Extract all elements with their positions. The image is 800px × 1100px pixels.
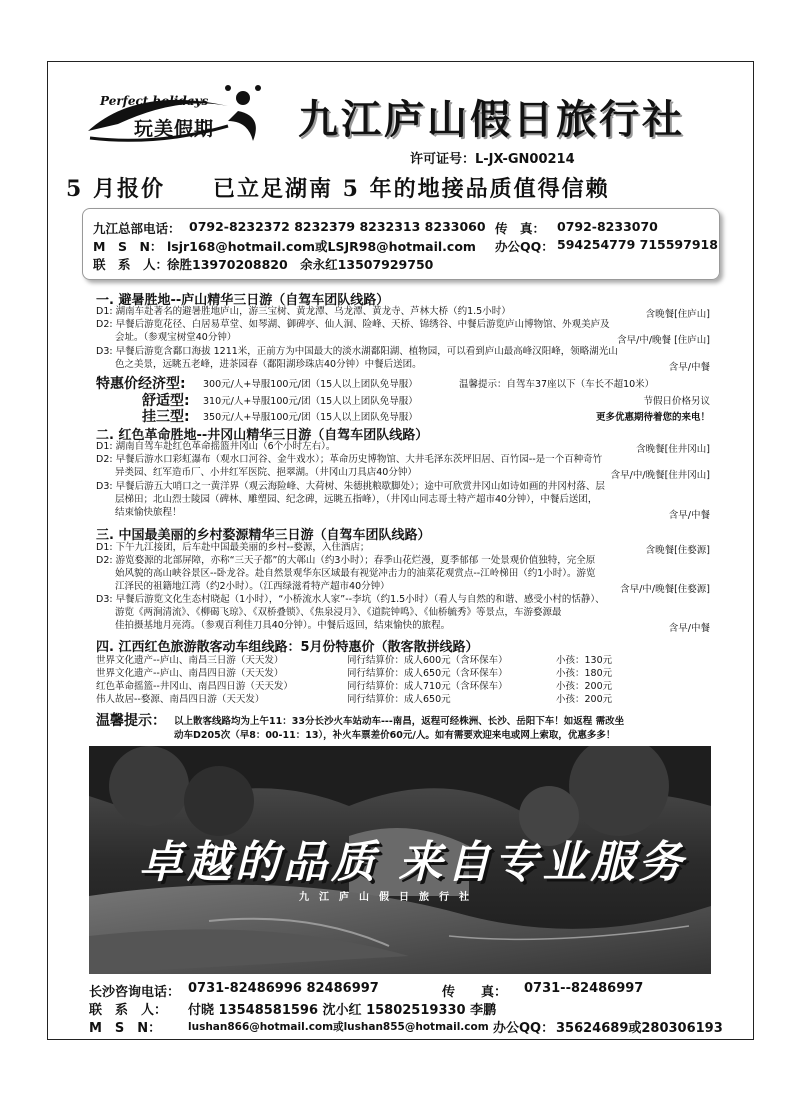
route-price: 同行结算价：成人710元（含环保车） — [347, 681, 508, 692]
cs-phone-label: 长沙咨询电话： — [89, 985, 181, 1000]
price-comfort: 310元/人+导服100元/团（15人以上团队免导服） — [203, 396, 418, 407]
route-child-price: 小孩：200元 — [556, 681, 613, 692]
cs-msn-label: M S N： — [89, 1021, 162, 1036]
cs-fax: 0731--82486997 — [524, 981, 644, 996]
route-name: 伟人故居--婺源、南昌四日游（天天发） — [96, 694, 265, 705]
meal-note: 含早/中/晚餐[住婺源] — [620, 584, 710, 595]
price-label-comfort: 舒适型: — [142, 393, 190, 409]
hq-phone-label: 九江总部电话： — [93, 221, 181, 236]
hq-contact-label: 联 系 人： — [93, 257, 169, 272]
cs-contact-label: 联 系 人： — [89, 1003, 168, 1018]
itinerary-line: D1: 下午九江接团，后车赴中国最美丽的乡村--婺源，入住酒店； — [96, 542, 370, 553]
route-name: 世界文化遗产--庐山、南昌三日游（天天发） — [96, 655, 284, 666]
tip-line: 动车D205次（早8：00-11：13），补火车票差价60元/人。如有需要欢迎来电或网上索取，优惠多多！ — [174, 730, 616, 741]
cs-qq-label: 办公QQ： — [493, 1021, 555, 1036]
price-three-star: 350元/人+导服100元/团（15人以上团队免导服） — [203, 412, 418, 423]
itinerary-line: 层梯田；北山烈士陵园（碑林、雕塑园、纪念碑，远眺五指峰），（井冈山同志哥土特产超市40分钟），中餐后送团， — [96, 494, 598, 505]
itinerary-line: D1: 湖南自驾车赴红色革命摇篮井冈山（6个小时左右）。 — [96, 441, 336, 452]
cs-msn: lushan866@hotmail.com或lushan855@hotmail.com — [188, 1021, 489, 1033]
contact-box — [82, 208, 720, 280]
tip-line: 以上散客线路均为上午11：33分长沙火车站动车---南昌，返程可经株洲、长沙、岳阳下车！如返程 需改坐 — [174, 716, 625, 727]
route-name: 世界文化遗产--庐山、南昌四日游（天天发） — [96, 668, 284, 679]
route-price: 同行结算价：成人600元（含环保车） — [347, 655, 508, 666]
meal-note: 含晚餐[住庐山] — [645, 309, 710, 320]
meal-note: 含早/中/晚餐 [住庐山] — [617, 335, 710, 346]
meal-note: 含早/中/晚餐[住井冈山] — [610, 470, 710, 481]
price-label-three-star: 挂三型: — [142, 409, 190, 425]
scenery-banner — [89, 746, 711, 974]
itinerary-line: 会址。（参观宝树堂40分钟） — [96, 332, 237, 343]
route-name: 红色革命摇篮--井冈山、南昌四日游（天天发） — [96, 681, 293, 692]
price-note-call: 更多优惠期待着您的来电！ — [595, 412, 710, 423]
page-title: 九江庐山假日旅行社 — [298, 96, 685, 143]
hq-fax-label: 传 真： — [495, 221, 546, 236]
meal-note: 含晚餐[住井冈山] — [636, 444, 710, 455]
tip-label: 温馨提示： — [96, 713, 166, 729]
section-title: 一. 避暑胜地--庐山精华三日游（自驾车团队线路） — [96, 293, 390, 308]
itinerary-line: D3: 早餐后游览文化生态村晓起（1小时），“小桥流水人家”--李坑（约1.5小时）（看人与自然的和谐、感受小村的恬静）、 — [96, 594, 605, 605]
itinerary-line: 游览《两涧清流》、《柳碣飞琼》、《双桥叠锁》、《焦泉浸月》、《道院钟鸣》、《仙桥毓秀》等景点，车游婺源最 — [96, 607, 562, 618]
itinerary-line: 异类园、红军造币厂、小井红军医院、挹翠湖。（井冈山刀具店40分钟） — [96, 467, 417, 478]
itinerary-line: 江泽民的祖籍地江湾（约2小时）。（江西绿滋肴特产超市40分钟） — [96, 581, 390, 592]
banner-slogan: 卓越的品质 来自专业服务 — [139, 837, 687, 888]
headline: 5 月报价 已立足湖南 5 年的地接品质值得信赖 — [66, 176, 610, 202]
itinerary-line: 色之美景，远眺五老峰，进茶园春（鄱阳湖珍珠店40分钟）中餐后送团。 — [96, 359, 422, 370]
hq-qq: 594254779 715597918 — [557, 237, 718, 252]
hq-contact: 徐胜13970208820 余永红13507929750 — [167, 257, 434, 272]
banner-company: 九江庐山假日旅行社 — [299, 892, 479, 903]
logo-chinese: 玩美假期 — [134, 118, 215, 140]
itinerary-line: D3: 早餐后游览含鄱口海拔 1211米，正前方为中国最大的淡水湖鄱阳湖、植物园，可以看到庐山最高峰汉阳峰，领略湖光山 — [96, 346, 618, 357]
meal-note: 含早/中餐 — [668, 623, 710, 634]
cs-qq: 35624689或280306193 — [556, 1021, 723, 1036]
route-price: 同行结算价：成人650元（含环保车） — [347, 668, 508, 679]
license-number: 许可证号：L-JX-GN00214 — [410, 152, 575, 167]
itinerary-line: D2: 早餐后游览花径、白居易草堂、如琴湖、御碑亭、仙人洞、险峰、天桥、锦绣谷、中餐后游览庐山博物馆、外观美庐及 — [96, 319, 610, 330]
section-title: 三. 中国最美丽的乡村婺源精华三日游（自驾车团队线路） — [96, 528, 431, 543]
cs-phone: 0731-82486996 82486997 — [188, 981, 379, 996]
cs-fax-label: 传 真： — [442, 985, 508, 1000]
hq-phone: 0792-8232372 8232379 8232313 8233060 — [189, 219, 486, 234]
price-economy: 300元/人+导服100元/团（15人以上团队免导服） — [203, 379, 418, 390]
meal-note: 含早/中餐 — [668, 510, 710, 521]
meal-note: 含晚餐[住婺源] — [645, 545, 710, 556]
logo-english: Perfect holidays — [100, 94, 209, 108]
hq-fax: 0792-8233070 — [557, 219, 658, 234]
route-child-price: 小孩：180元 — [556, 668, 613, 679]
hq-msn: lsjr168@hotmail.com或LSJR98@hotmail.com — [167, 239, 476, 254]
itinerary-line: 始风貌的高山峡谷景区--卧龙谷。赴自然景观华东区域最有视觉冲击力的油菜花观赏点--江岭梯田（约1小时）。游览 — [96, 568, 596, 579]
itinerary-line: D2: 游览婺源的北部屏障，亦称“三天子都”的大鄣山（约3小时）；春季山花烂漫，夏季郁郁 一处景观价值独特，完全原 — [96, 555, 596, 566]
meal-note: 含早/中餐 — [668, 362, 710, 373]
section-title: 二. 红色革命胜地--井冈山精华三日游（自驾车团队线路） — [96, 428, 429, 443]
cs-contact: 付晓 13548581596 沈小红 15802519330 李鹏 — [188, 1003, 497, 1018]
itinerary-line: D3: 早餐后游五大哨口之一黄洋界（观云海险峰、大荷树、朱德挑粮歇脚处）；途中可欣赏井冈山如诗如画的井冈村落、层 — [96, 481, 605, 492]
price-note-holiday: 节假日价格另议 — [643, 396, 710, 407]
hq-msn-label: M S N： — [93, 239, 163, 254]
itinerary-line: 结束愉快旅程！ — [96, 507, 182, 518]
hq-qq-label: 办公QQ： — [495, 239, 554, 254]
price-label-economy: 特惠价经济型: — [96, 376, 186, 392]
route-child-price: 小孩：130元 — [556, 655, 613, 666]
itinerary-line: D1: 湖南车赴著名的避暑胜地庐山，游三宝树、黄龙潭、乌龙潭、黄龙寺、芦林大桥（约1.5小时） — [96, 306, 511, 317]
itinerary-line: D2: 早餐后游水口彩虹瀑布（观水口河谷、金牛戏水）；革命历史博物馆、大井毛泽东茨坪旧居、百竹园--是一个百种奇竹 — [96, 454, 603, 465]
route-price: 同行结算价：成人650元 — [347, 694, 451, 705]
company-logo — [78, 76, 288, 156]
price-note-car: 温馨提示：自驾车37座以下（车长不超10米） — [459, 379, 655, 390]
route-child-price: 小孩：200元 — [556, 694, 613, 705]
itinerary-line: 佳拍摄基地月亮湾。（参观百利佳刀具40分钟）。中餐后返回，结束愉快的旅程。 — [96, 620, 451, 631]
section-title: 四. 江西红色旅游散客动车组线路：5月份特惠价（散客散拼线路） — [96, 640, 479, 655]
